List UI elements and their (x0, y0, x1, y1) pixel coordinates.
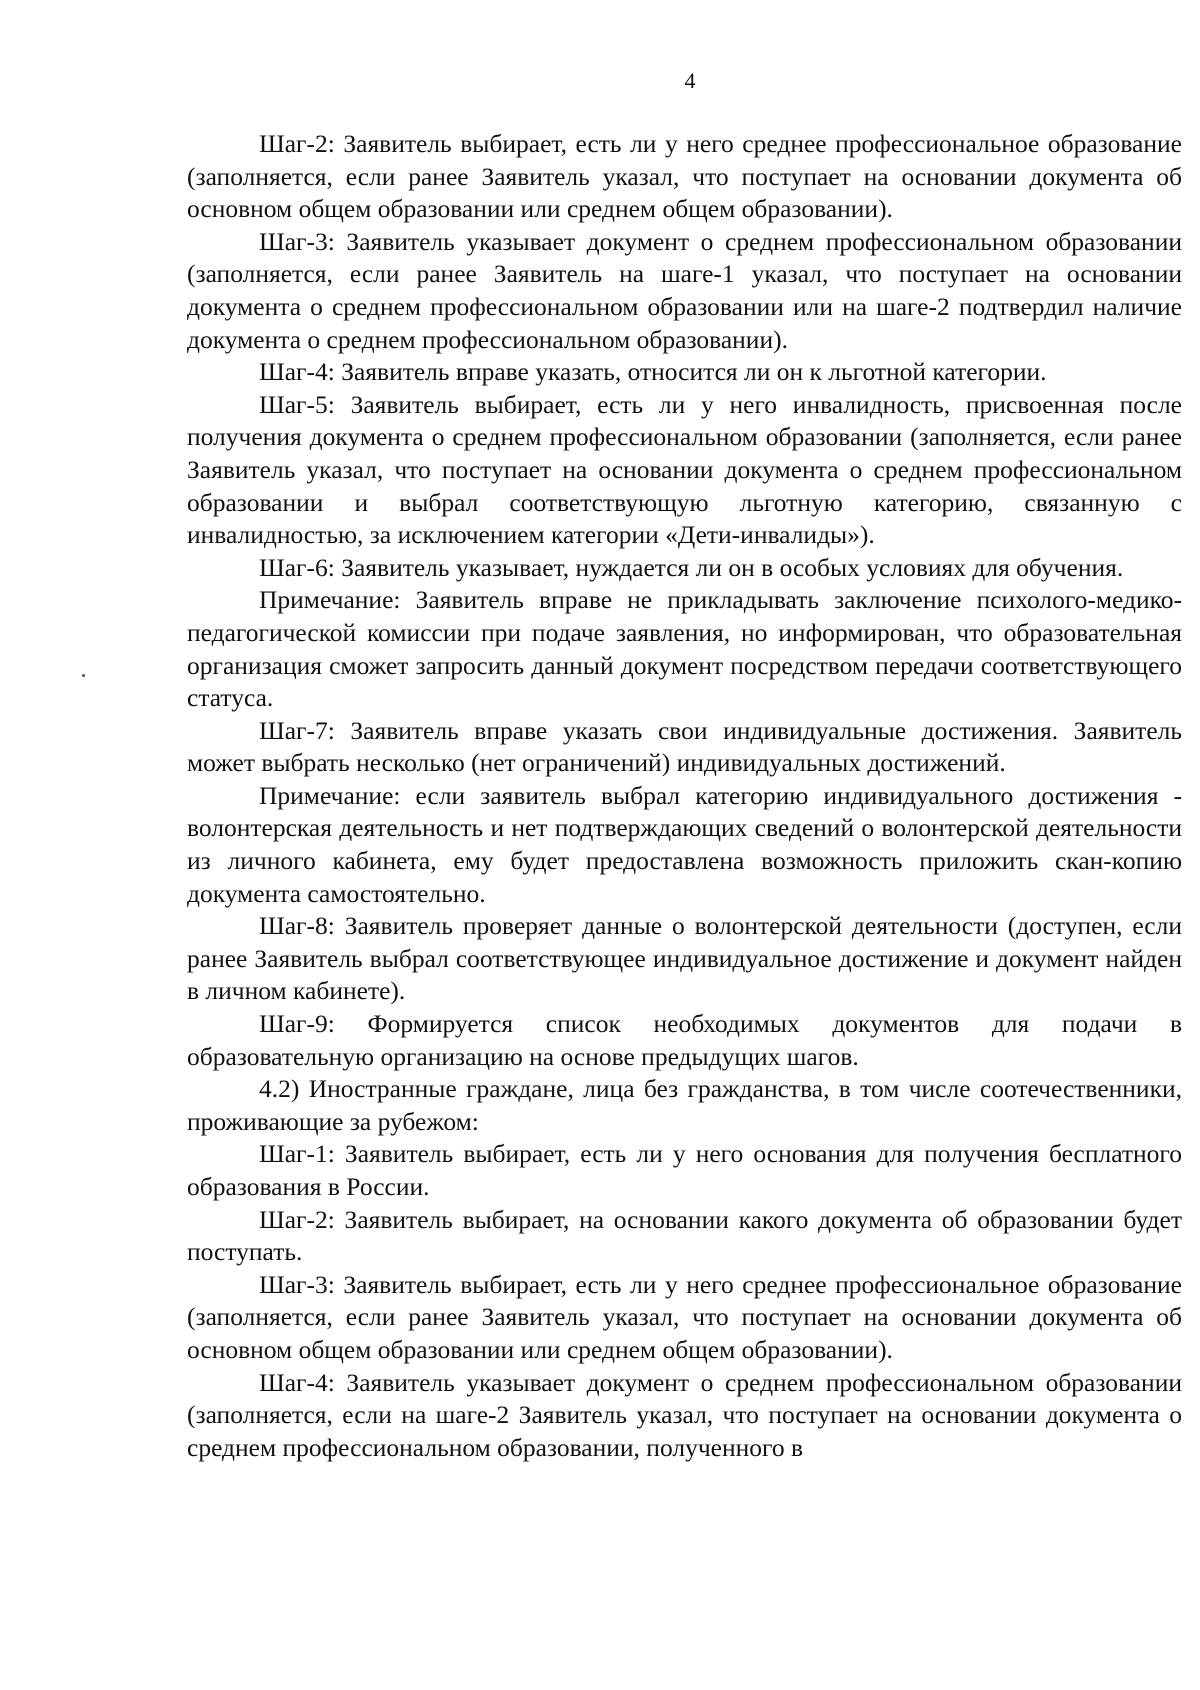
paragraph-step-2: Шаг-2: Заявитель выбирает, есть ли у него среднее профессиональное образование (заполняется, если ранее Заявитель указал, что поступает на основании документа об основном общем образовании или среднем общем образовании). (187, 129, 1182, 224)
paragraph-section-4-2: 4.2) Иностранные граждане, лица без гражданства, в том числе соотечественники, проживающие за рубежом: (187, 1074, 1182, 1136)
paragraph-step-3: Шаг-3: Заявитель указывает документ о среднем профессиональном образовании (заполняется, если ранее Заявитель на шаге-1 указал, что поступает на основании документа о среднем профессиональном образовании или на шаге-2 подтвердил наличие документа о среднем профессиональном образовании). (187, 226, 1182, 354)
paragraph-foreign-step-4: Шаг-4: Заявитель указывает документ о среднем профессиональном образовании (заполняется, если на шаге-2 Заявитель указал, что поступает на основании документа о среднем профессиональном образовании, полученного в (187, 1367, 1182, 1462)
paragraph-foreign-step-3: Шаг-3: Заявитель выбирает, есть ли у него среднее профессиональное образование (заполняется, если ранее Заявитель указал, что поступает на основании документа об основном общем образовании или среднем общем образовании). (187, 1269, 1182, 1364)
paragraph-note-2: Примечание: если заявитель выбрал категорию индивидуального достижения - волонтерская деятельность и нет подтверждающих сведений о волонтерской деятельности из личного кабинета, ему будет предоставлена возможность приложить скан-копию документа самостоятельно. (187, 780, 1182, 908)
paragraph-step-8: Шаг-8: Заявитель проверяет данные о волонтерской деятельности (доступен, если ранее Заявитель выбрал соответствующее индивидуальное достижение и документ найден в личном кабинете). (187, 911, 1182, 1006)
paragraph-step-5: Шаг-5: Заявитель выбирает, есть ли у него инвалидность, присвоенная после получения документа о среднем профессиональном образовании (заполняется, если ранее Заявитель указал, что поступает на основании документа о среднем профессиональном образовании и выбрал соответствующую льготную категорию, связанную с инвалидностью, за исключением категории «Дети-инвалиды»). (187, 389, 1182, 550)
document-body (187, 128, 1182, 1464)
paragraph-step-9: Шаг-9: Формируется список необходимых документов для подачи в образовательную организацию на основе предыдущих шагов. (187, 1009, 1182, 1071)
paragraph-step-4: Шаг-4: Заявитель вправе указать, относится ли он к льготной категории. (259, 357, 1047, 387)
paragraph-step-7: Шаг-7: Заявитель вправе указать свои индивидуальные достижения. Заявитель может выбрать несколько (нет ограничений) индивидуальных достижений. (187, 715, 1182, 778)
page-number: 4 (684, 68, 696, 93)
scan-speck (82, 674, 85, 677)
paragraph-foreign-step-1: Шаг-1: Заявитель выбирает, есть ли у него основания для получения бесплатного образования в России. (187, 1139, 1182, 1201)
paragraph-step-6: Шаг-6: Заявитель указывает, нуждается ли он в особых условиях для обучения. (259, 552, 1124, 582)
paragraph-note-1: Примечание: Заявитель вправе не прикладывать заключение психолого-медико-педагогической комиссии при подаче заявления, но информирован, что образовательная организация сможет запросить данный документ посредством передачи соответствующего статуса. (187, 585, 1182, 713)
paragraph-foreign-step-2: Шаг-2: Заявитель выбирает, на основании какого документа об образовании будет поступать. (187, 1204, 1182, 1267)
